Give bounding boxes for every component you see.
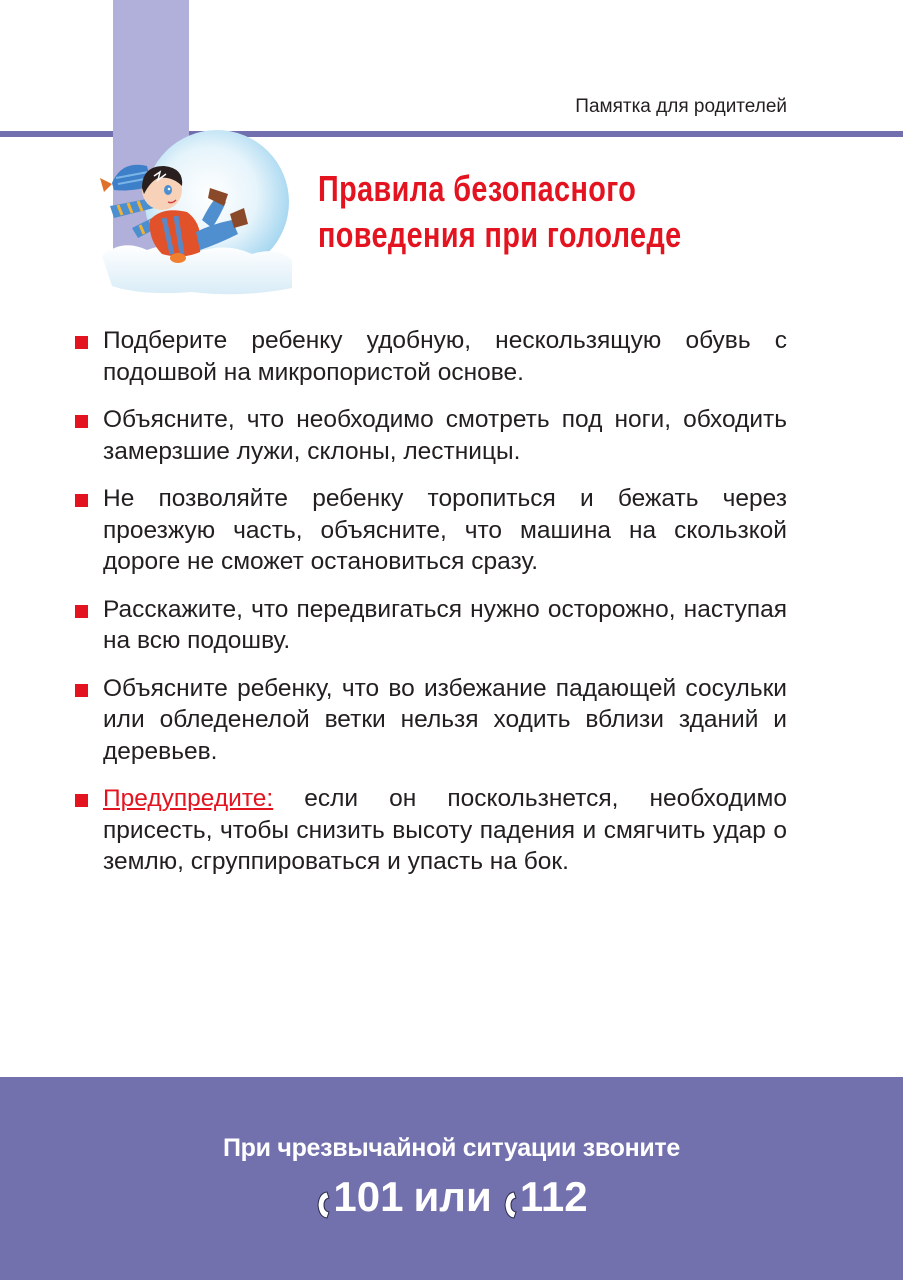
- square-bullet-icon: [75, 794, 88, 807]
- separator-text: или: [413, 1173, 492, 1220]
- list-item-warning: [75, 783, 787, 878]
- square-bullet-icon: [75, 336, 88, 349]
- list-item: [75, 594, 787, 657]
- title-line-2: поведения при гололеде: [318, 214, 682, 255]
- phone-icon: [315, 1182, 331, 1212]
- emergency-footer: [0, 1077, 903, 1280]
- emergency-call-text: При чрезвычайной ситуации звоните: [223, 1134, 680, 1162]
- list-item: [75, 404, 787, 467]
- list-item: [75, 325, 787, 388]
- rule-text: Объясните ребенку, что во избежание падающей сосульки или обледенелой ветки нельзя ходить вблизи зданий и деревьев.: [103, 674, 787, 765]
- document-subtitle: Памятка для родителей: [575, 96, 787, 117]
- rule-text: Не позволяйте ребенку торопиться и бежать через проезжую часть, объясните, что машина на скользкой дороге не сможет остановиться сразу.: [103, 485, 787, 575]
- rule-text: если он поскользнется, необходимо присесть, чтобы снизить высоту падения и смягчить удар о землю, сгруппироваться и упасть на бок.: [103, 785, 787, 875]
- title-line-1: Правила безопасного: [318, 168, 637, 209]
- emergency-numbers: [0, 1173, 903, 1221]
- square-bullet-icon: [75, 605, 88, 618]
- square-bullet-icon: [75, 415, 88, 428]
- phone-icon: [502, 1182, 518, 1212]
- square-bullet-icon: [75, 684, 88, 697]
- page-title: [318, 166, 682, 258]
- rule-text: Подберите ребенку удобную, нескользящую обувь с подошвой на микропористой основе.: [103, 327, 787, 386]
- phone-number-112[interactable]: 112: [519, 1173, 588, 1220]
- safety-rules-list: [75, 325, 787, 894]
- rule-text: Расскажите, что передвигаться нужно осторожно, наступая на всю подошву.: [103, 595, 787, 654]
- rule-text: Объясните, что необходимо смотреть под ноги, обходить замерзшие лужи, склоны, лестницы.: [103, 406, 787, 465]
- child-sliding-illustration-icon: [92, 128, 312, 298]
- warning-label: Предупредите:: [103, 785, 274, 812]
- phone-number-101[interactable]: 101: [333, 1173, 404, 1220]
- list-item: [75, 483, 787, 578]
- list-item: [75, 673, 787, 768]
- square-bullet-icon: [75, 494, 88, 507]
